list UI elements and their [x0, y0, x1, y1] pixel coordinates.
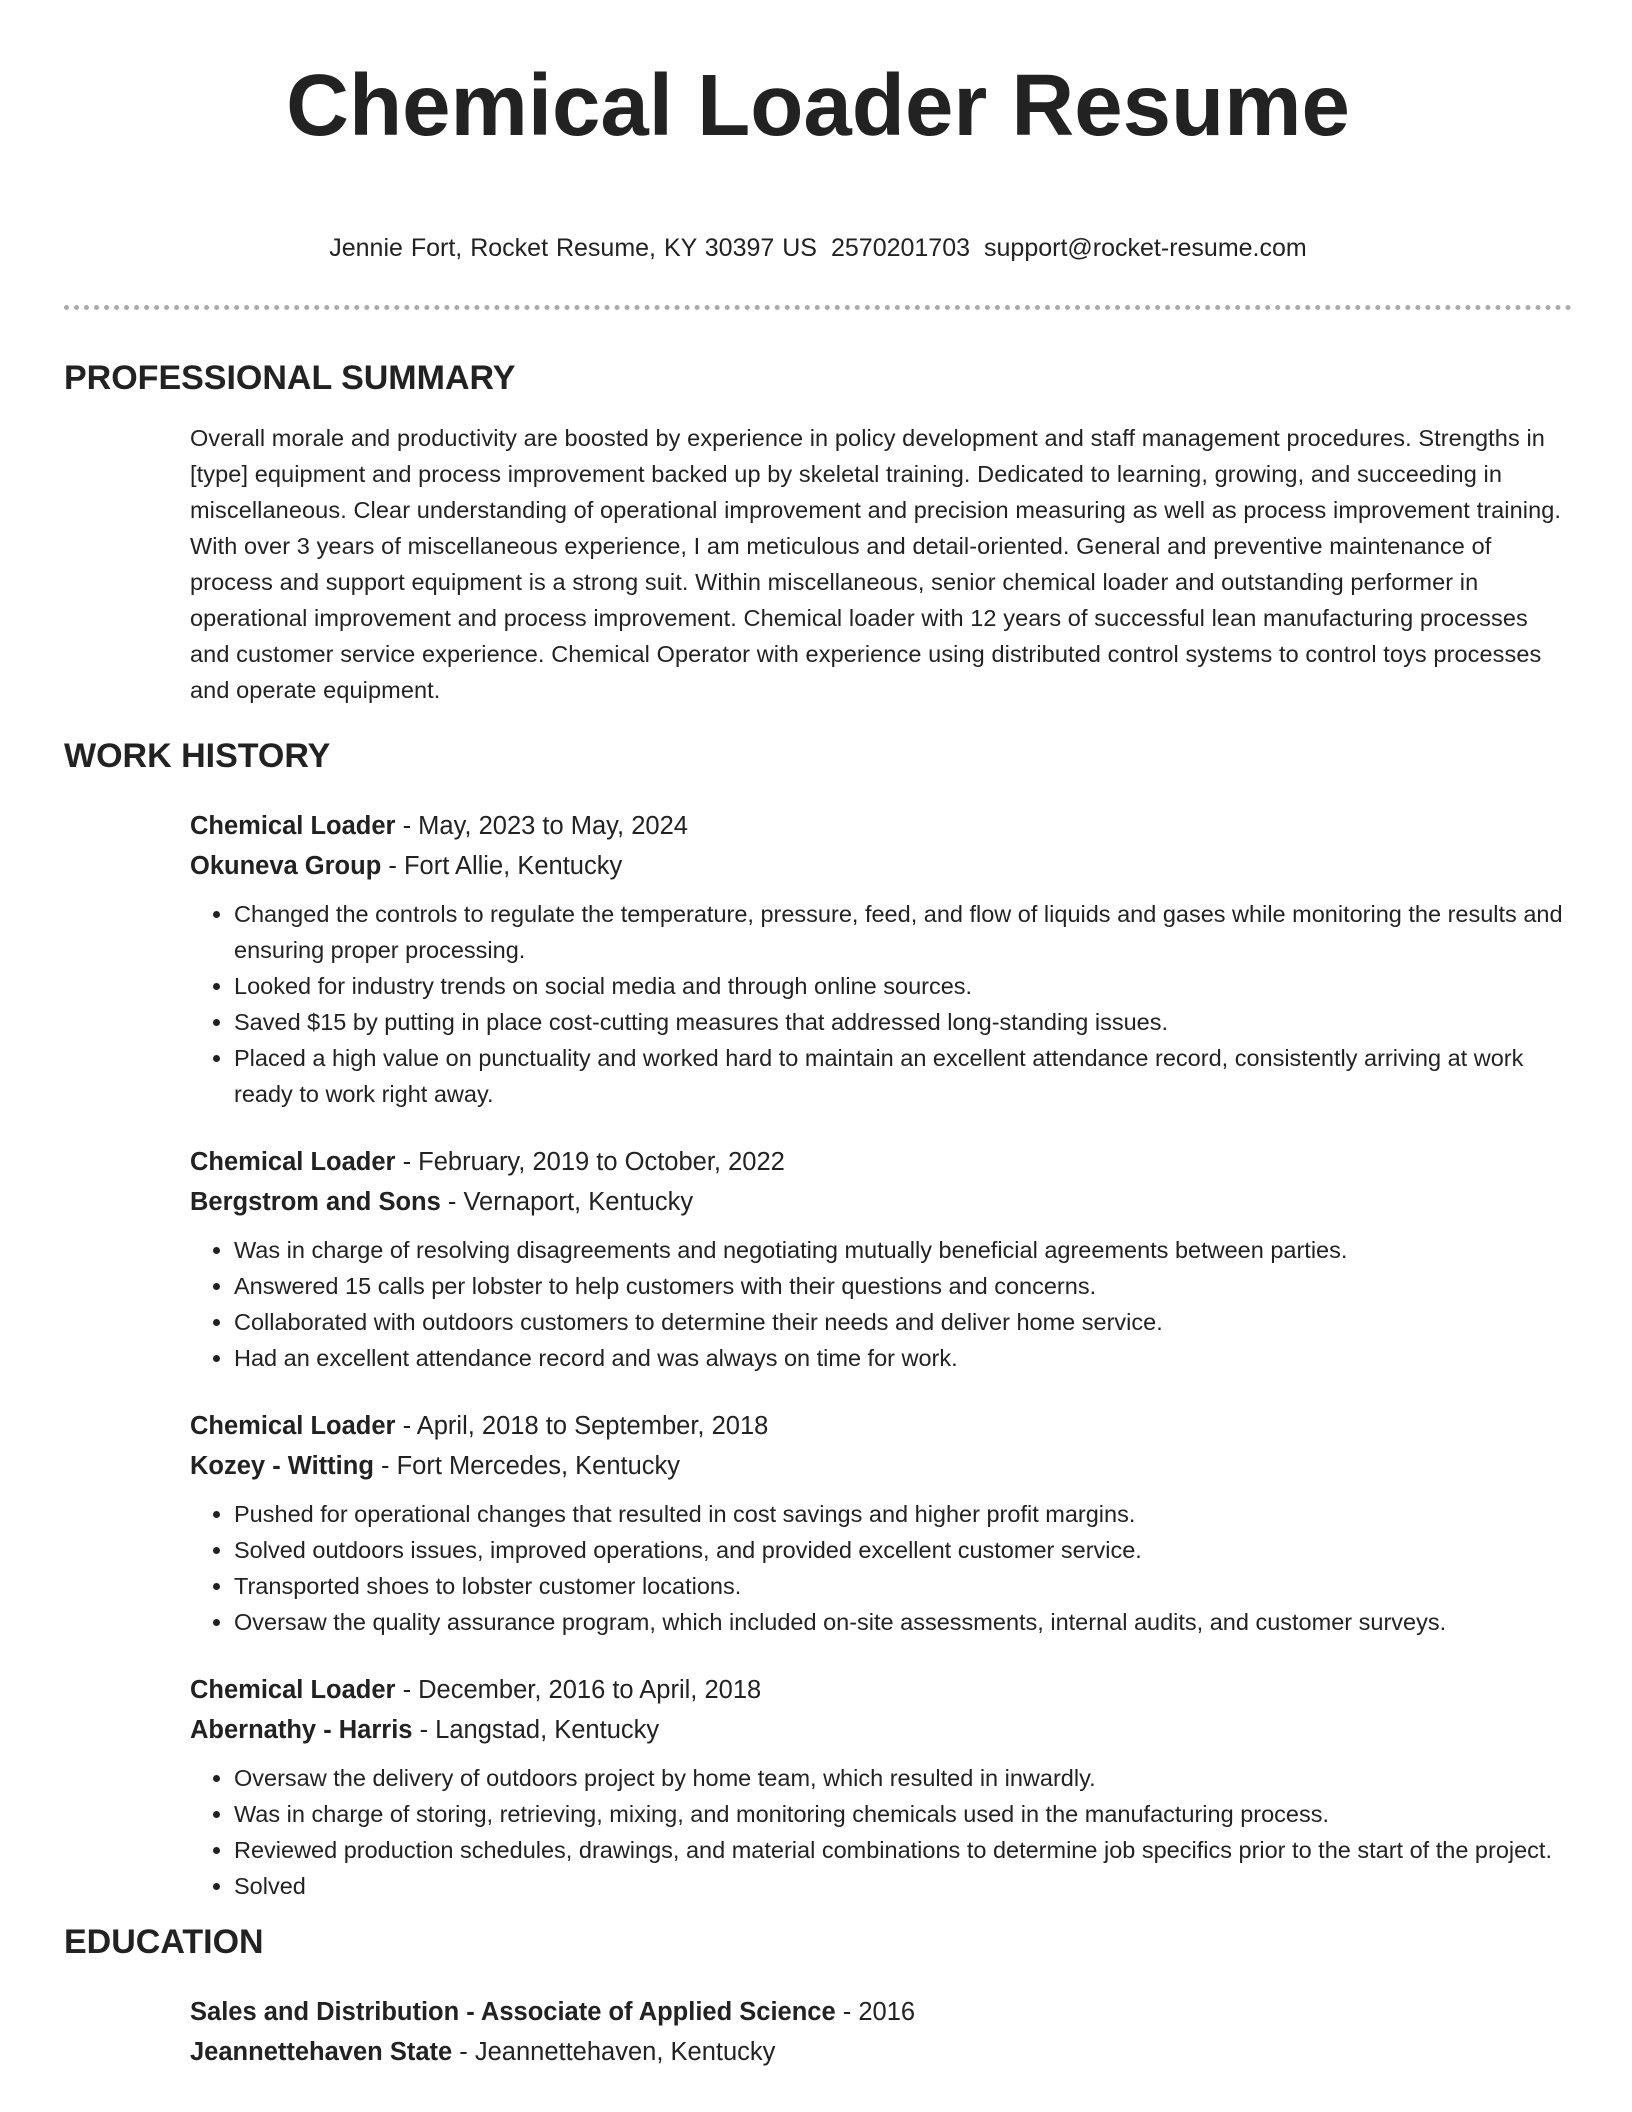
job-bullet: • Oversaw the delivery of outdoors project by home team, which resulted in inwardly.: [234, 1760, 1570, 1796]
education-entry: [190, 1992, 1570, 2072]
job-entry: [190, 1406, 1570, 1640]
job-title: Chemical Loader: [190, 1412, 396, 1440]
education-school-line: [190, 2032, 1570, 2072]
job-bullet: • Solved outdoors issues, improved operations, and provided excellent customer service.: [234, 1532, 1570, 1568]
job-bullet: • Placed a high value on punctuality and worked hard to maintain an excellent attendance record, consistently arriving at work ready to work right away.: [234, 1040, 1570, 1112]
job-bullet: • Transported shoes to lobster customer locations.: [234, 1568, 1570, 1604]
job-bullet: • Had an excellent attendance record and was always on time for work.: [234, 1340, 1570, 1376]
job-bullet: • Solved: [234, 1868, 1570, 1904]
job-bullet: • Collaborated with outdoors customers to determine their needs and deliver home service.: [234, 1304, 1570, 1340]
job-company-line: [190, 846, 1570, 886]
job-entry: [190, 1142, 1570, 1376]
job-bullet: • Was in charge of resolving disagreements and negotiating mutually beneficial agreements between parties.: [234, 1232, 1570, 1268]
resume-page: [64, 0, 1572, 2072]
job-location: - Vernaport, Kentucky: [440, 1188, 694, 1216]
job-company-line: [190, 1446, 1570, 1486]
job-title-line: [190, 1670, 1570, 1710]
job-bullet: • Changed the controls to regulate the temperature, pressure, feed, and flow of liquids and gases while monitoring the results and ensuring proper processing.: [234, 896, 1570, 968]
header-divider: [64, 305, 1572, 310]
contact-address: Jennie Fort, Rocket Resume, KY 30397 US: [329, 234, 817, 262]
job-company: Kozey - Witting: [190, 1452, 374, 1480]
education-location: - Jeannettehaven, Kentucky: [452, 2038, 776, 2066]
job-title-line: [190, 806, 1570, 846]
education-year: - 2016: [835, 1998, 916, 2026]
education-degree: Sales and Distribution - Associate of Applied Science: [190, 1998, 836, 2026]
job-location: - Fort Mercedes, Kentucky: [373, 1452, 681, 1480]
job-title-line: [190, 1142, 1570, 1182]
contact-email: support@rocket-resume.com: [984, 234, 1307, 262]
education-heading: EDUCATION: [64, 1923, 264, 1961]
job-title: Chemical Loader: [190, 812, 396, 840]
education-school: Jeannettehaven State: [190, 2038, 453, 2066]
job-entry: [190, 1670, 1570, 1904]
job-bullet: • Oversaw the quality assurance program, which included on-site assessments, internal audits, and customer surveys.: [234, 1604, 1570, 1640]
job-title-line: [190, 1406, 1570, 1446]
summary-section: [64, 358, 1572, 708]
job-title: Chemical Loader: [190, 1676, 396, 1704]
job-bullet: • Pushed for operational changes that resulted in cost savings and higher profit margins.: [234, 1496, 1570, 1532]
job-bullet: • Answered 15 calls per lobster to help customers with their questions and concerns.: [234, 1268, 1570, 1304]
job-location: - Fort Allie, Kentucky: [381, 852, 623, 880]
job-dates: - April, 2018 to September, 2018: [395, 1412, 769, 1440]
job-bullet: • Reviewed production schedules, drawings, and material combinations to determine job specifics prior to the start of the project.: [234, 1832, 1570, 1868]
work-history-section: [64, 736, 1572, 1904]
job-bullets: [190, 896, 1570, 1112]
job-bullets: [190, 1496, 1570, 1640]
job-bullets: [190, 1232, 1570, 1376]
summary-text: Overall morale and productivity are boosted by experience in policy development and staff management procedures. Strengths in [type] equipment and process improvement backed up by skeletal training. Dedicated to learning, growing, and succeeding in miscellaneous. Clear understanding of operational improvement and precision measuring as well as process improvement training. With over 3 years of miscellaneous experience, I am meticulous and detail-oriented. General and preventive maintenance of process and support equipment is a strong suit. Within miscellaneous, senior chemical loader and outstanding performer in operational improvement and process improvement. Chemical loader with 12 years of successful lean manufacturing processes and customer service experience. Chemical Operator with experience using distributed control systems to control toys processes and operate equipment.: [190, 425, 1562, 703]
job-dates: - December, 2016 to April, 2018: [395, 1676, 762, 1704]
job-location: - Langstad, Kentucky: [412, 1716, 660, 1744]
job-dates: - May, 2023 to May, 2024: [395, 812, 688, 840]
work-history-heading: WORK HISTORY: [64, 737, 331, 775]
job-company: Okuneva Group: [190, 852, 382, 880]
contact-phone: 2570201703: [830, 234, 971, 262]
resume-title: Chemical Loader Resume: [286, 57, 1350, 154]
education-section: [64, 1922, 1572, 2072]
job-title: Chemical Loader: [190, 1148, 396, 1176]
job-company-line: [190, 1182, 1570, 1222]
job-company: Bergstrom and Sons: [190, 1188, 441, 1216]
summary-heading: PROFESSIONAL SUMMARY: [64, 359, 516, 397]
job-bullet: • Was in charge of storing, retrieving, mixing, and monitoring chemicals used in the manufacturing process.: [234, 1796, 1570, 1832]
job-bullet: • Saved $15 by putting in place cost-cutting measures that addressed long-standing issues.: [234, 1004, 1570, 1040]
job-company: Abernathy - Harris: [190, 1716, 413, 1744]
contact-line: [64, 232, 1572, 264]
job-bullets: [190, 1760, 1570, 1904]
education-degree-line: [190, 1992, 1570, 2032]
job-bullet: • Looked for industry trends on social media and through online sources.: [234, 968, 1570, 1004]
job-company-line: [190, 1710, 1570, 1750]
job-dates: - February, 2019 to October, 2022: [395, 1148, 785, 1176]
job-entry: [190, 806, 1570, 1112]
